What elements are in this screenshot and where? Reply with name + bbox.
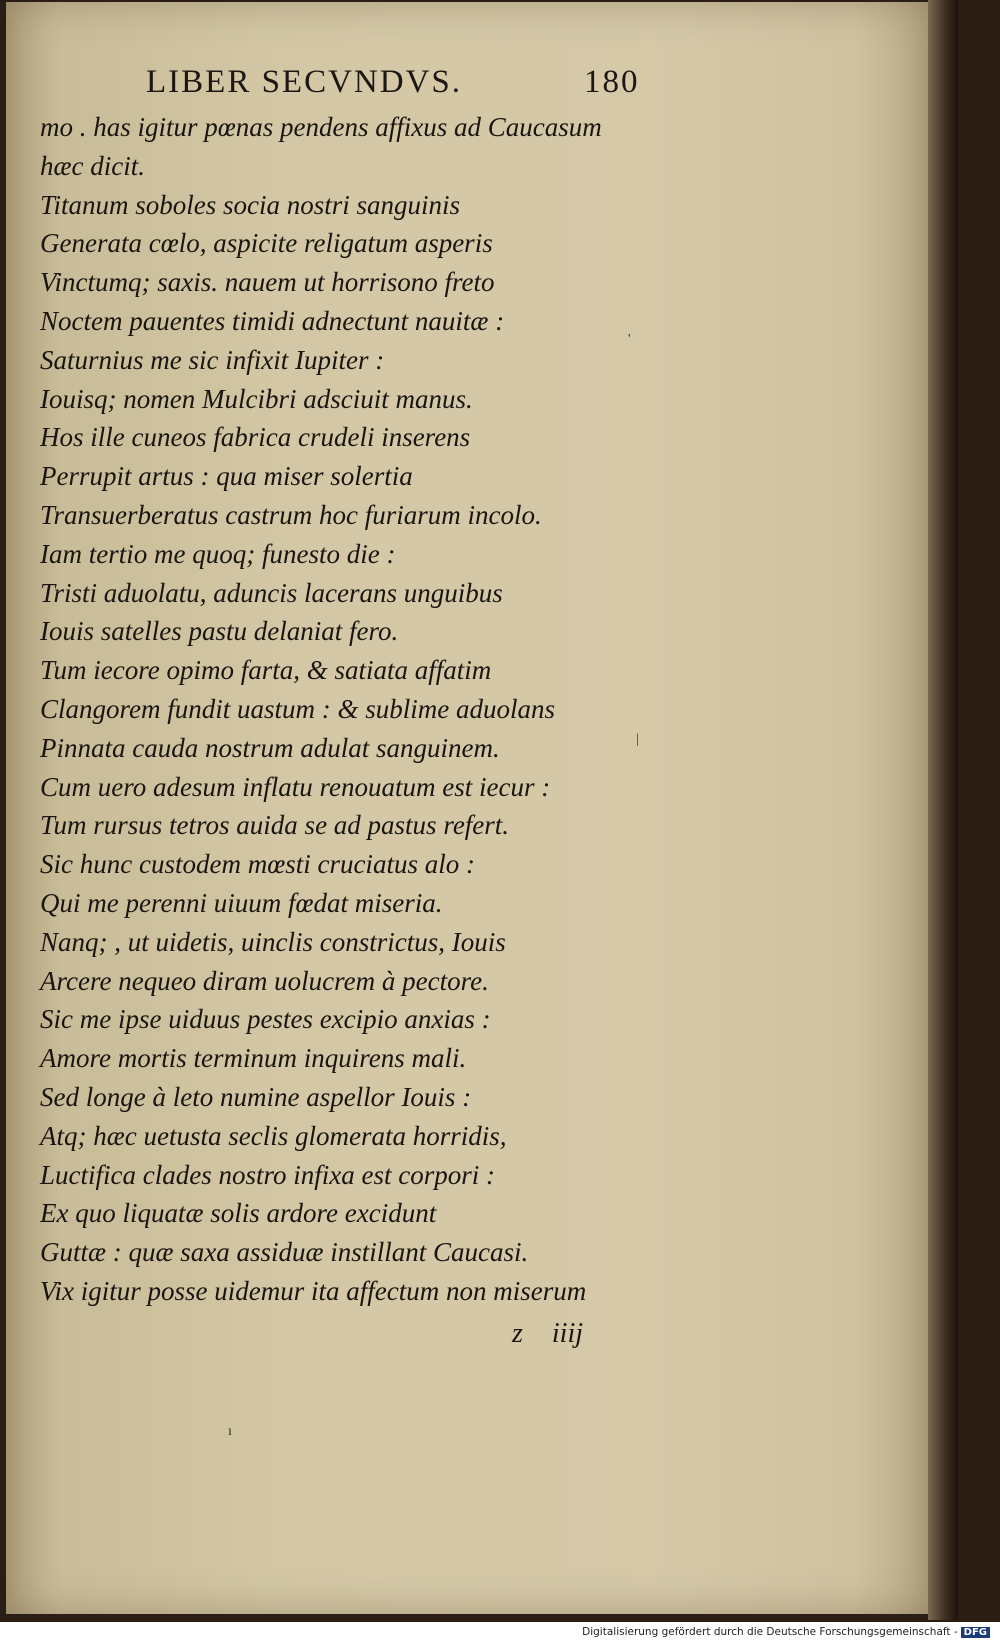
text-line: Generata cœlo, aspicite religatum asperis — [40, 228, 493, 259]
running-head — [146, 64, 646, 104]
text-line: Tum iecore opimo farta, & satiata affatim — [40, 655, 492, 686]
ink-speck: ' — [628, 332, 631, 347]
text-line: Luctifica clades nostro infixa est corpori : — [40, 1159, 495, 1190]
text-line: Iam tertio me quoq; funesto die : — [40, 538, 396, 569]
ink-speck: ı — [228, 1424, 232, 1439]
credit-text: Digitalisierung gefördert durch die Deutsche Forschungsgemeinschaft - — [582, 1626, 958, 1638]
text-line: Atq; hæc uetusta seclis glomerata horridis, — [40, 1120, 507, 1151]
text-line: Amore mortis terminum inquirens mali. — [40, 1043, 467, 1074]
text-block — [40, 108, 720, 1311]
text-line: Vinctumq; saxis. nauem ut horrisono freto — [40, 267, 495, 298]
text-line: Vix igitur posse uidemur ita affectum non miserum — [40, 1275, 587, 1306]
text-line: Clangorem fundit uastum : & sublime aduolans — [40, 693, 556, 724]
text-line: Iouisq; nomen Mulcibri adsciuit manus. — [40, 383, 473, 414]
text-line: Cum uero adesum inflatu renouatum est iecur : — [40, 771, 551, 802]
text-line: Tristi aduolatu, aduncis lacerans unguibus — [40, 577, 503, 608]
text-line: hæc dicit. — [40, 150, 145, 181]
text-line: mo . has igitur pœnas pendens affixus ad Caucasum — [40, 112, 602, 142]
text-line: Titanum soboles socia nostri sanguinis — [40, 189, 461, 220]
signature-mark: z iiij — [512, 1318, 584, 1349]
dfg-logo: DFG — [961, 1627, 990, 1638]
text-line: Arcere nequeo diram uolucrem à pectore. — [40, 965, 489, 996]
text-line: Guttæ : quæ saxa assiduæ instillant Caucasi. — [40, 1237, 529, 1268]
text-line: Nanq; , ut uidetis, uinclis constrictus, Iouis — [40, 926, 506, 957]
digitization-credit — [582, 1626, 990, 1644]
ink-speck: | — [636, 732, 639, 747]
text-line: Tum rursus tetros auida se ad pastus refert. — [40, 810, 510, 841]
book-page — [6, 2, 928, 1614]
text-line: Perrupit artus : qua miser solertia — [40, 461, 413, 492]
text-line: Ex quo liquatæ solis ardore excidunt — [40, 1198, 437, 1229]
text-line: Hos ille cuneos fabrica crudeli inserens — [40, 422, 471, 453]
page-fore-edge — [928, 0, 958, 1620]
text-line: Sic me ipse uiduus pestes excipio anxias : — [40, 1004, 491, 1035]
text-line: Sed longe à leto numine aspellor Iouis : — [40, 1081, 472, 1112]
folio-number: 180 — [584, 64, 640, 100]
text-line: Pinnata cauda nostrum adulat sanguinem. — [40, 732, 500, 763]
text-line: Noctem pauentes timidi adnectunt nauitæ : — [40, 305, 505, 336]
text-line: Sic hunc custodem mœsti cruciatus alo : — [40, 849, 475, 880]
text-line: Transuerberatus castrum hoc furiarum incolo. — [40, 499, 542, 530]
text-line: Saturnius me sic infixit Iupiter : — [40, 344, 385, 375]
text-line: Iouis satelles pastu delaniat fero. — [40, 616, 399, 647]
running-head-title: LIBER SECVNDVS. — [146, 64, 463, 100]
text-line: Qui me perenni uiuum fœdat miseria. — [40, 887, 443, 918]
